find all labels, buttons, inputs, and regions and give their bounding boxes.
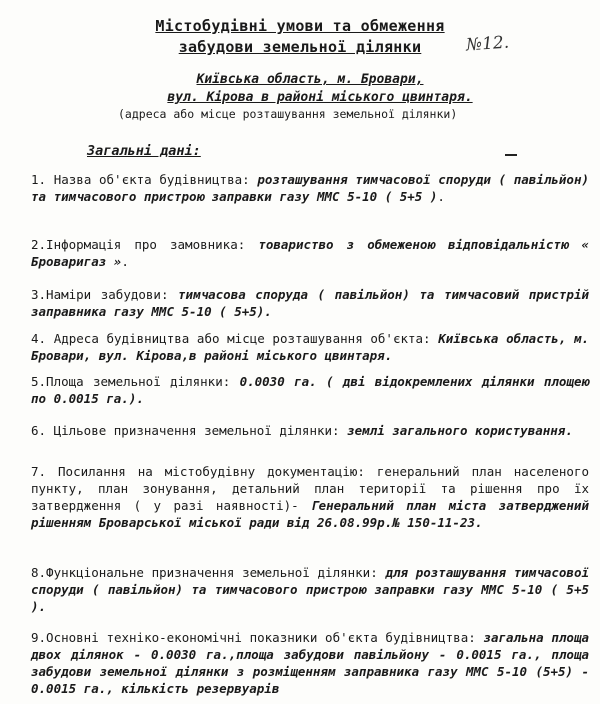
item-label: 7. Посилання на містобудівну документацію: генеральний план населеного пункту, план зонування, детальний план території та рішення про їх затвердження ( у разі наявності)-: [31, 464, 589, 513]
list-item: [31, 286, 589, 320]
handwritten-number: №12.: [465, 32, 510, 56]
list-item: [31, 463, 589, 531]
list-item: [31, 373, 589, 407]
address-line2: вул. Кірова в районі міського цвинтаря.: [167, 90, 473, 105]
list-item: [31, 171, 589, 205]
item-label: 3.Наміри забудови:: [31, 287, 169, 302]
item-label: 2.Інформація про замовника:: [31, 237, 246, 252]
item-label: 6. Цільове призначення земельної ділянки:: [31, 423, 340, 438]
list-item: [31, 422, 589, 439]
dash-mark: [505, 154, 517, 156]
item-value: загальна площа двох ділянок - 0.0030 га.,площа забудови павільйону - 0.0015 га., площа забудови земельної ділянки з розміщенням заправника газу ММС 5-10 (5+5) - 0.0015 га., кількість резервуарів: [31, 630, 589, 696]
item-tail: .: [437, 189, 445, 204]
item-tail: .: [121, 254, 129, 269]
item-value: землі загального користування.: [339, 423, 573, 438]
section-title: Загальні дані:: [87, 143, 201, 159]
list-item: [31, 236, 589, 270]
document-title-line2: забудови земельної ділянки: [178, 38, 422, 56]
item-label: 1. Назва об'єкта будівництва:: [31, 172, 250, 187]
item-value: тимчасова споруда ( павільйон) та тимчасовий пристрій заправника газу ММС 5-10 ( 5+5).: [31, 287, 589, 319]
item-label: 5.Площа земельної ділянки:: [31, 374, 231, 389]
address-caption: (адреса або місце розташування земельної ділянки): [118, 107, 458, 121]
item-value: розташування тимчасової споруди ( павільйон) та тимчасового пристрою заправки газу ММС 5-10 ( 5+5 ): [31, 172, 589, 204]
list-item: [31, 629, 589, 697]
list-item: [31, 330, 589, 364]
item-label: 4. Адреса будівництва або місце розташування об'єкта:: [31, 331, 431, 346]
item-value: товариство з обмеженою відповідальністю « Броваригаз »: [31, 237, 589, 269]
item-label: 9.Основні техніко-економічні показники об'єкта будівництва:: [31, 630, 476, 645]
item-value: Генеральний план міста затверджений рішенням Броварської міської ради від 26.08.99р.№ 150-11-23.: [31, 498, 589, 530]
document-title-line1: Містобудівні умови та обмеження: [155, 17, 445, 35]
item-value: Київська область, м. Бровари, вул. Кірова,в районі міського цвинтаря.: [31, 331, 589, 363]
list-item: [31, 564, 589, 615]
address-line1: Київська область, м. Бровари,: [196, 72, 424, 87]
item-value: 0.0030 га. ( дві відокремлених ділянки площею по 0.0015 га.).: [31, 374, 589, 406]
item-label: 8.Функціональне призначення земельної ділянки:: [31, 565, 378, 580]
item-value: для розташування тимчасової споруди ( павільйон) та тимчасового пристрою заправки газу ММС 5-10 ( 5+5 ).: [31, 565, 589, 614]
